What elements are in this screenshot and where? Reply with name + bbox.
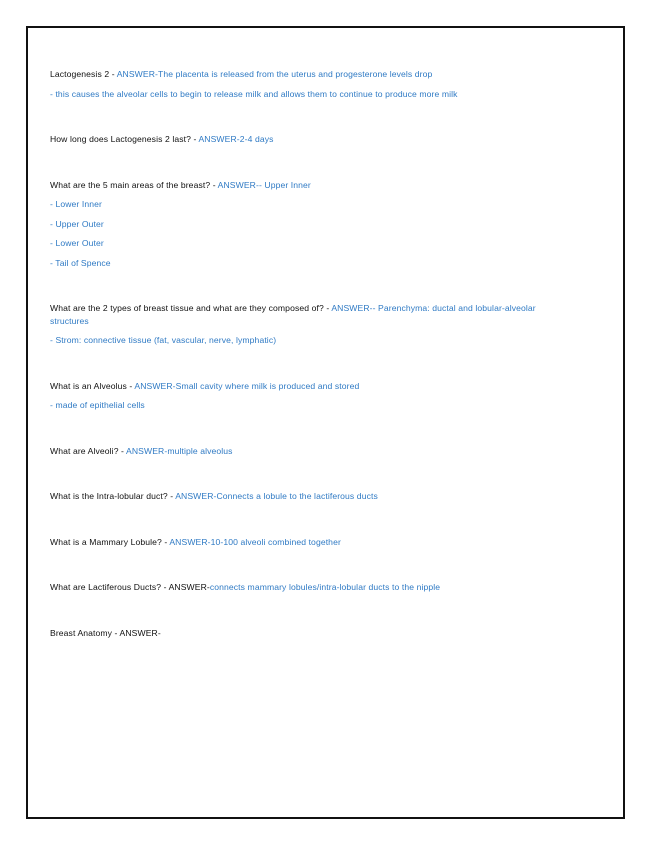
question-text: What are Alveoli? - xyxy=(50,445,127,456)
answer-continuation: - this causes the alveolar cells to begin to release milk and allows them to continue to produce more milk xyxy=(50,88,458,99)
question-text: What is a Mammary Lobule? - xyxy=(50,536,170,547)
answer-list-item: - Lower Inner xyxy=(50,199,102,209)
answer-text: connects mammary lobules/intra-lobular ducts to the nipple xyxy=(209,582,441,592)
document-body xyxy=(50,68,570,639)
qa-block xyxy=(50,536,570,549)
qa-line xyxy=(50,68,570,81)
qa-block xyxy=(50,302,570,347)
answer-list-item: - Lower Outer xyxy=(50,238,104,248)
answer-text: ANSWER-Connects a lobule to the lactiferous ducts xyxy=(175,491,378,501)
answer-continuation: - Strom: connective tissue (fat, vascular, nerve, lymphatic) xyxy=(50,335,277,345)
answer-text: ANSWER-10-100 alveoli combined together xyxy=(169,536,341,547)
qa-block xyxy=(50,490,570,503)
qa-line xyxy=(50,536,570,549)
qa-line xyxy=(50,380,570,393)
qa-line xyxy=(50,581,570,594)
qa-block xyxy=(50,133,570,146)
qa-block xyxy=(50,627,570,640)
answer-text: ANSWER-2-4 days xyxy=(198,134,274,144)
qa-block xyxy=(50,68,570,100)
question-text: What are the 5 main areas of the breast? - xyxy=(50,179,218,190)
qa-block xyxy=(50,179,570,270)
answer-continuation: - made of epithelial cells xyxy=(50,400,145,410)
answer-text: ANSWER-Small cavity where milk is produced and stored xyxy=(134,380,360,391)
question-text: How long does Lactogenesis 2 last? - xyxy=(50,134,199,144)
answer-list-item: - Upper Outer xyxy=(50,218,104,229)
answer-list-item: - Tail of Spence xyxy=(50,257,111,268)
qa-line xyxy=(50,302,570,327)
qa-line xyxy=(50,627,570,640)
answer-text: ANSWER-- Upper Inner xyxy=(217,179,311,190)
qa-line xyxy=(50,490,570,503)
question-text: Lactogenesis 2 - xyxy=(50,69,117,79)
question-text: What is an Alveolus - xyxy=(50,380,135,391)
qa-line xyxy=(50,445,570,458)
question-text: What are Lactiferous Ducts? - ANSWER- xyxy=(50,582,210,592)
question-text: What is the Intra-lobular duct? - xyxy=(50,491,176,501)
qa-block xyxy=(50,445,570,458)
question-text: Breast Anatomy - ANSWER- xyxy=(50,627,161,638)
answer-text: ANSWER-multiple alveolus xyxy=(126,445,233,456)
qa-block xyxy=(50,380,570,412)
answer-text: ANSWER-- Parenchyma: ductal and lobular-alveolar structures xyxy=(50,303,536,326)
answer-text: ANSWER-The placenta is released from the uterus and progesterone levels drop xyxy=(116,69,433,79)
qa-line xyxy=(50,179,570,192)
qa-line xyxy=(50,133,570,146)
qa-block xyxy=(50,581,570,594)
question-text: What are the 2 types of breast tissue and what are they composed of? - xyxy=(50,303,332,313)
